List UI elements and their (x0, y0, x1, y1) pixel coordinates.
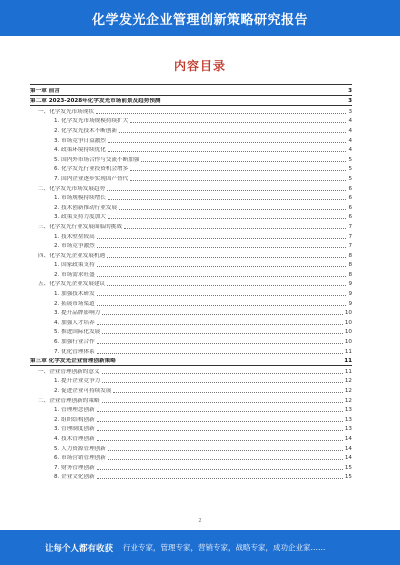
toc-entry[interactable] (30, 376, 352, 386)
toc-entry-title: 1. 技术壁垒较高 (54, 233, 95, 240)
toc-leader-dots (124, 228, 347, 229)
toc-entry-title: 2. 组织结构创新 (54, 416, 95, 423)
toc-entry-title: 6. 市场营销管理创新 (54, 455, 106, 462)
toc-entry-title: 2. 拓展市场渠道 (54, 300, 95, 307)
toc-entry-page: 10 (344, 319, 352, 326)
footer-banner (0, 530, 400, 565)
toc-entry-title: 二、企业管理创新的策略 (38, 397, 100, 404)
toc-entry-page: 13 (344, 426, 352, 433)
toc-leader-dots (119, 132, 346, 133)
toc-entry-page: 8 (348, 262, 352, 269)
toc-entry-page: 15 (344, 474, 352, 481)
toc-entry-page: 11 (344, 368, 352, 375)
toc-entry-page: 5 (348, 166, 352, 173)
toc-entry[interactable] (30, 424, 352, 434)
toc-entry-page: 15 (344, 464, 352, 471)
toc-leader-dots (141, 161, 346, 162)
toc-entry-title: 第一章 前言 (30, 87, 60, 94)
toc-leader-dots (102, 333, 343, 334)
footer-slogan: 让每个人都有收获 (45, 543, 114, 554)
toc-leader-dots (97, 478, 343, 479)
toc-entry[interactable] (30, 154, 352, 164)
toc-entry-page: 14 (344, 435, 352, 442)
toc-entry-page: 11 (344, 358, 352, 365)
toc-entry[interactable] (30, 183, 352, 193)
toc-entry-title: 第二章 2023-2028年化学发光市场前景及趋势预测 (30, 98, 161, 105)
toc-entry[interactable] (30, 298, 352, 308)
toc-leader-dots (97, 295, 347, 296)
toc-entry[interactable] (30, 145, 352, 155)
toc-entry-page: 4 (348, 118, 352, 125)
toc-entry-title: 3. 市场竞争日益激烈 (54, 137, 106, 144)
toc-leader-dots (130, 180, 346, 181)
toc-leader-dots (97, 324, 343, 325)
toc-leader-dots (119, 209, 346, 210)
toc-entry[interactable] (30, 135, 352, 145)
toc-entry-title: 一、化学发光市场现状 (38, 108, 94, 115)
toc-entry[interactable] (30, 164, 352, 174)
toc-leader-dots (97, 247, 347, 248)
toc-entry-page: 6 (348, 195, 352, 202)
report-title: 化学发光企业管理创新策略研究报告 (91, 12, 308, 28)
toc-leader-dots (102, 314, 343, 315)
toc-entry-page: 3 (348, 98, 352, 105)
toc-entry-title: 五、化学发光企业发展建议 (38, 281, 106, 288)
toc-entry[interactable] (30, 221, 352, 231)
toc-entry[interactable] (30, 96, 352, 107)
toc-entry-title: 4. 加强人才培养 (54, 319, 95, 326)
toc-entry-title: 第三章 化学发光企业管理创新策略 (30, 358, 116, 365)
toc-leader-dots (108, 450, 343, 451)
toc-entry-title: 3. 政策支持力度加大 (54, 214, 106, 221)
toc-entry[interactable] (30, 193, 352, 203)
toc-entry[interactable] (30, 395, 352, 405)
toc-entry-page: 10 (344, 310, 352, 317)
header-banner (0, 0, 400, 36)
toc-leader-dots (108, 459, 343, 460)
toc-leader-dots (108, 199, 347, 200)
toc-entry[interactable] (30, 336, 352, 346)
toc-entry-page: 10 (344, 329, 352, 336)
toc-leader-dots (97, 421, 343, 422)
toc-entry-page: 7 (348, 223, 352, 230)
toc-entry-page: 9 (348, 281, 352, 288)
toc-entry[interactable] (30, 279, 352, 289)
toc-entry-title: 四、化学发光企业发展机遇 (38, 252, 106, 259)
toc-entry[interactable] (30, 250, 352, 260)
toc-entry-title: 三、化学发光行业发展面临的挑战 (38, 223, 122, 230)
toc-entry-page: 7 (348, 243, 352, 250)
toc-entry-page: 11 (344, 348, 352, 355)
toc-entry[interactable] (30, 231, 352, 241)
toc-entry[interactable] (30, 443, 352, 453)
toc-leader-dots (97, 440, 343, 441)
toc-leader-dots (107, 190, 346, 191)
toc-leader-dots (97, 353, 343, 354)
toc-entry-title: 6. 加强行业合作 (54, 339, 95, 346)
toc-entry-page: 12 (344, 378, 352, 385)
toc-entry-title: 二、化学发光市场发展趋势 (38, 185, 106, 192)
toc-leader-dots (97, 305, 347, 306)
toc-leader-dots (97, 266, 347, 267)
toc-entry-title: 2. 市场需求旺盛 (54, 271, 95, 278)
toc-entry[interactable] (30, 405, 352, 415)
toc-entry-title: 4. 政策环境持续优化 (54, 147, 106, 154)
toc-leader-dots (108, 151, 347, 152)
toc-entry[interactable] (30, 472, 352, 482)
toc-entry-page: 14 (344, 445, 352, 452)
toc-entry-title: 1. 管理理念创新 (54, 407, 95, 414)
toc-entry-page: 8 (348, 271, 352, 278)
toc-entry[interactable] (30, 212, 352, 222)
toc-leader-dots (107, 257, 346, 258)
toc-leader-dots (97, 238, 347, 239)
toc-leader-dots (97, 430, 343, 431)
toc-entry-title: 5. 国内外市场合作与交流不断加强 (54, 156, 140, 163)
toc-entry-title: 2. 促进企业可持续发展 (54, 388, 112, 394)
toc-entry-title: 8. 企业文化创新 (54, 474, 95, 481)
toc-leader-dots (107, 285, 346, 286)
toc-leader-dots (102, 382, 343, 383)
table-of-contents (30, 84, 352, 481)
toc-entry-page: 12 (344, 388, 352, 394)
toc-entry[interactable] (30, 356, 352, 367)
toc-entry[interactable] (30, 241, 352, 251)
toc-entry-page: 6 (348, 185, 352, 192)
toc-entry[interactable] (30, 106, 352, 116)
toc-entry[interactable] (30, 308, 352, 318)
toc-leader-dots (102, 402, 343, 403)
toc-entry[interactable] (30, 346, 352, 356)
toc-entry-title: 7. 优化管理体系 (54, 348, 95, 355)
toc-entry-page: 9 (348, 291, 352, 298)
page-number: 2 (198, 518, 202, 524)
toc-entry-page: 4 (348, 127, 352, 134)
toc-entry-title: 6. 化学发光行业投资机会增多 (54, 166, 129, 173)
toc-leader-dots (130, 170, 346, 171)
toc-entry-title: 1. 加强技术研发 (54, 291, 95, 298)
toc-entry[interactable] (30, 385, 352, 395)
toc-entry-title: 2. 化学发光技术不断创新 (54, 127, 118, 134)
toc-entry[interactable] (30, 125, 352, 135)
footer-experts: 行业专家，管理专家，营销专家，战略专家，成功企业家…… (123, 543, 326, 552)
toc-entry[interactable] (30, 202, 352, 212)
toc-entry-page: 5 (348, 156, 352, 163)
toc-heading: 内容目录 (173, 59, 226, 73)
toc-entry[interactable] (30, 327, 352, 337)
toc-entry-page: 4 (348, 137, 352, 144)
toc-entry-page: 12 (344, 397, 352, 404)
toc-entry-title: 7. 国内企业逐步实现国产替代 (54, 175, 129, 182)
toc-entry[interactable] (30, 85, 352, 96)
toc-leader-dots (108, 142, 347, 143)
toc-entry-page: 3 (348, 108, 352, 115)
toc-entry-page: 7 (348, 233, 352, 240)
toc-leader-dots (97, 469, 343, 470)
toc-entry-page: 13 (344, 416, 352, 423)
toc-leader-dots (102, 373, 343, 374)
toc-leader-dots (108, 218, 347, 219)
toc-entry-title: 1. 国家政策支持 (54, 262, 95, 269)
toc-entry-page: 3 (348, 87, 352, 94)
toc-entry-title: 1. 提升企业竞争力 (54, 378, 101, 385)
toc-entry-page: 8 (348, 252, 352, 259)
toc-entry-title: 5. 人力资源管理创新 (54, 445, 106, 452)
toc-entry-page: 6 (348, 214, 352, 221)
toc-entry-page: 6 (348, 204, 352, 211)
toc-entry-page: 13 (344, 407, 352, 414)
toc-entry-title: 一、企业管理创新的意义 (38, 368, 100, 375)
toc-entry[interactable] (30, 366, 352, 376)
toc-entry[interactable] (30, 116, 352, 126)
toc-entry[interactable] (30, 453, 352, 463)
toc-entry-title: 4. 技术管理创新 (54, 435, 95, 442)
toc-entry-page: 4 (348, 147, 352, 154)
toc-entry[interactable] (30, 269, 352, 279)
toc-entry-title: 2. 市场竞争激烈 (54, 243, 95, 250)
toc-leader-dots (96, 113, 346, 114)
toc-entry-title: 1. 市场规模持续增长 (54, 195, 106, 202)
toc-entry-page: 5 (348, 175, 352, 182)
toc-leader-dots (97, 343, 343, 344)
toc-leader-dots (113, 392, 342, 393)
toc-entry-page: 9 (348, 300, 352, 307)
toc-leader-dots (97, 411, 343, 412)
toc-entry-page: 14 (344, 455, 352, 462)
toc-entry-title: 3. 提升品牌影响力 (54, 310, 101, 317)
toc-entry[interactable] (30, 288, 352, 298)
toc-entry[interactable] (30, 260, 352, 270)
toc-entry-title: 1. 化学发光市场规模持续扩大 (54, 118, 129, 125)
toc-entry-title: 5. 推进国际化发展 (54, 329, 101, 336)
toc-leader-dots (130, 122, 346, 123)
toc-entry[interactable] (30, 433, 352, 443)
toc-entry[interactable] (30, 173, 352, 183)
toc-entry[interactable] (30, 414, 352, 424)
toc-entry-title: 7. 财务管理创新 (54, 464, 95, 471)
toc-entry-title: 3. 管理制度创新 (54, 426, 95, 433)
toc-entry[interactable] (30, 317, 352, 327)
toc-entry-title: 2. 技术创新推动行业发展 (54, 204, 118, 211)
toc-leader-dots (97, 276, 347, 277)
toc-entry[interactable] (30, 462, 352, 472)
toc-entry-page: 10 (344, 339, 352, 346)
